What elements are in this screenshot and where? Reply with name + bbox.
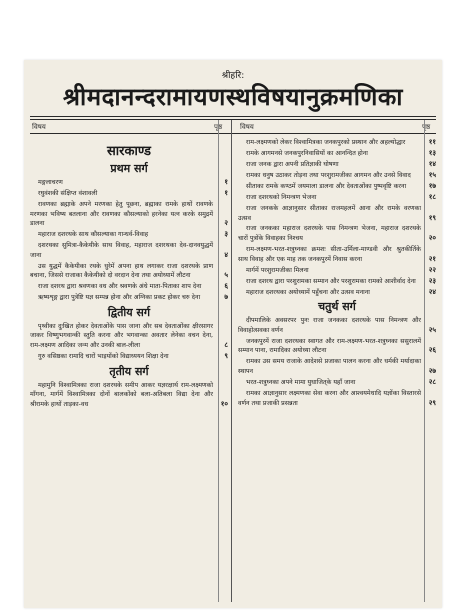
toc-entry-page: २४ — [428, 287, 436, 296]
toc-entry-text: उस युद्धमें कैकेयीका रथके धुरेमें अपना हाथ लगाकर राजा दशरथके प्राण बचाना, जिससे राजाका कैकेयीको दो वरदान देना तथा अयोध्यामें लौटना — [30, 262, 213, 280]
toc-entry-text: रामके आगमनसे जनकपुरनिवासियों का आनन्दित होना — [246, 149, 368, 157]
toc-entry-text: राम-लक्ष्मणको लेकर विश्वामित्रका जनकपुरको प्रस्थान और अहल्योद्धार — [246, 139, 406, 146]
toc-entry-text: रामका आज्ञानुसार लक्ष्मणका सेवा करना और आश्वयमेधादि यज्ञोंका विस्तारसे वर्णन तथा प्रजाकी प्रसन्नता — [238, 389, 421, 407]
toc-entry — [30, 322, 228, 351]
toc-entry-page: २७ — [428, 366, 436, 375]
toc-entry-page: २८ — [428, 377, 436, 386]
toc-entry-page: ८ — [224, 341, 228, 350]
toc-entry-text: राजा दशरथ द्वारा परशुरामका सम्मान और परशुरामका रामको आशीर्वाद देना — [246, 277, 416, 285]
toc-entry-text: दशरथका सुमित्रा-कैकेयीके साथ विवाह, महाराज दशरथका देव-दानवयुद्धमें जाना — [30, 242, 213, 259]
toc-entry-text: महाराज दशरथके साथ कौसल्याका गान्धर्व-विवाह — [38, 231, 149, 239]
toc-entry-text: राजा जनक द्वारा अपनी प्रतिज्ञाकी घोषणा — [246, 160, 339, 168]
page-header-left: पृष्ठ — [214, 123, 223, 131]
toc-entry-text: राजा जनकके आज्ञानुसार सीताका राजमहलमें आना और रामके वरणका उत्सव — [238, 204, 421, 222]
sarga-heading: चतुर्थ सर्ग — [318, 300, 356, 314]
toc-entry-page: १४ — [428, 159, 436, 168]
toc-entry-text: भरत-शत्रुघ्नका अपने मामा युधाजित्‌के यहाँ जाना — [246, 378, 356, 386]
toc-entry — [238, 204, 436, 223]
kanda-heading: सारकाण्ड — [107, 144, 151, 159]
toc-entry-page: २२ — [428, 265, 436, 274]
toc-entry — [238, 224, 436, 243]
toc-entry-page: १७ — [428, 181, 436, 190]
toc-entry-page: ४ — [224, 250, 228, 259]
toc-entry — [30, 178, 228, 188]
toc-entry-text: रामका उस समय राजाके आदेशसे प्रजाका पालन करना और धर्मकी मर्यादाका स्थापन — [238, 358, 421, 375]
toc-entry-page: ५ — [224, 271, 228, 280]
toc-entry — [238, 171, 436, 181]
column-divider — [231, 120, 232, 602]
toc-entry-text: पृथ्वीका दुःखित होकर देवताओंके पास जाना और सब देवताओंका क्षीरसागर जाकर विष्णुभगवान्की स्तुति करना और भगवान्का अवतार लेनेका वचन देना, राम-लक्ष्मण आदिका जन्म और उनकी बाल-लीला — [30, 322, 213, 350]
toc-entry-text: जनकपुरमें राजा दशरथका स्वागत और राम-लक्ष्मण-भरत-शत्रुघ्नका ससुरालमें सम्मान पाना, रामादिका अयोध्या लौटना — [238, 337, 421, 355]
toc-right-column — [238, 138, 436, 602]
toc-entry-page: २० — [428, 234, 436, 243]
toc-entry-text: दीपमालिके अवसरपर पुनः राजा जनकका दशरथके पास निमन्त्रण और विवाहोत्सवका वर्णन — [238, 317, 421, 334]
toc-entry-text: रामका धनुष उठाकर तोड़ना तथा परशुरामजीका आगमन और उनसे विवाद — [246, 171, 411, 179]
toc-entry-page: १ — [224, 188, 228, 197]
toc-entry-page: १८ — [428, 192, 436, 201]
toc-entry — [238, 193, 436, 203]
toc-entry — [238, 316, 436, 335]
toc-entry-page: २१ — [428, 254, 436, 263]
toc-entry-page: ६ — [224, 282, 228, 291]
toc-entry-text: सीताका रामके कण्ठमें जयमाला डालना और देवताओंका पुष्पवृष्टि करना — [246, 182, 407, 190]
toc-entry — [30, 352, 228, 362]
invocation-label: श्रीहरि: — [221, 71, 245, 81]
toc-entry-page: १३ — [428, 148, 436, 157]
toc-entry-text: मार्गमें परशुरामजीका मिलना — [246, 266, 309, 274]
toc-entry-text: राजा दशरथ द्वारा श्रवणका वध और श्रवणके अंधे माता-पिताका शाप देना — [38, 283, 202, 291]
page-header-right: पृष्ठ — [422, 123, 431, 131]
subject-header-left: विषय — [32, 123, 46, 131]
toc-entry — [238, 337, 436, 356]
toc-entry-text: महाराज दशरथका अयोध्यामें पहुँचना और उत्सव मनाना — [246, 288, 370, 296]
title-rule-bottom — [30, 119, 436, 120]
toc-entry-page: २३ — [428, 276, 436, 285]
toc-entry-page: २६ — [428, 346, 436, 355]
toc-entry-text: राम-लक्ष्मण-भरत-शत्रुघ्नका क्रमशः सीता-उर्मिला-माण्डवी और श्रुतकीर्तिके साथ विवाह और एक माह तक जनकपुरमें निवास करना — [238, 246, 421, 263]
toc-entry-page: ७ — [224, 293, 228, 302]
sarga-heading: द्वितीय सर्ग — [107, 305, 151, 319]
toc-entry — [30, 381, 228, 410]
toc-entry-text: मङ्गलाचरण — [38, 179, 63, 186]
toc-entry — [238, 378, 436, 388]
toc-entry — [30, 293, 228, 303]
toc-entry — [30, 262, 228, 281]
toc-entry-text: गुरु वसिष्ठका रामादि चारों भाइयोंको विद्याध्ययन शिक्षा देना — [38, 353, 169, 361]
toc-entry-page: १० — [220, 399, 228, 408]
toc-entry — [238, 160, 436, 170]
toc-entry-page: १९ — [428, 213, 436, 222]
toc-entry-text: राजा जनकका महाराज दशरथके पास निमन्त्रण भेजना, महाराज दशरथके चारों पुत्रोंके विवाहका निश्चय — [238, 225, 421, 243]
toc-entry-text: राजा दशरथको निमन्त्रण भेजना — [246, 193, 317, 201]
toc-entry — [238, 277, 436, 287]
toc-entry — [238, 389, 436, 408]
toc-entry — [238, 138, 436, 148]
toc-entry-page: २ — [224, 219, 228, 228]
sarga-heading: प्रथम सर्ग — [110, 162, 148, 175]
toc-entry-text: ऋष्यशृङ्ग द्वारा पुत्रेष्टि यज्ञ सम्पन्न होना और अग्निका प्रकट होकर चरु देना — [38, 294, 201, 302]
title-rule-top — [30, 116, 436, 117]
toc-entry-page: ३ — [224, 230, 228, 239]
toc-entry-page: १५ — [428, 170, 436, 179]
subject-header-right: विषय — [240, 123, 254, 131]
toc-entry-page: १ — [224, 178, 228, 186]
header-rule — [30, 133, 436, 134]
toc-entry — [238, 182, 436, 192]
toc-entry-text: रघुवंशकी संक्षिप्त वंशावली — [38, 189, 98, 197]
toc-entry-text: रावणका ब्रह्माके अपने मरणका हेतु पूछना, ब्रह्माका रामके हाथों रावणके मरणका भविष्य बतलाना और रावणका कौसल्याको हरनेका यत्न करके समुद्रमें डालना — [30, 200, 213, 228]
toc-left-column — [30, 138, 228, 602]
toc-entry-page: २९ — [428, 398, 436, 407]
toc-entry-text: महामुनि विश्वामित्रका राजा दशरथके समीप आकर यज्ञरक्षार्थ राम-लक्ष्मणको माँगना, मार्गमें विश्वामित्रका दोनों बालकोंको बला-अतिबला विद्या देना और श्रीरामके हाथों ताड़का-वध — [30, 381, 213, 408]
toc-entry — [30, 241, 228, 260]
toc-entry-page: २५ — [428, 325, 436, 334]
sarga-heading: तृतीय सर्ग — [109, 364, 149, 378]
toc-entry — [238, 149, 436, 159]
toc-entry-page: ११ — [428, 138, 436, 146]
toc-entry — [30, 282, 228, 292]
toc-entry — [238, 288, 436, 298]
toc-entry — [238, 266, 436, 276]
toc-entry — [30, 189, 228, 199]
toc-entry-page: ९ — [224, 352, 228, 361]
toc-entry — [238, 245, 436, 264]
toc-entry — [30, 230, 228, 240]
document-page — [24, 60, 442, 608]
toc-entry — [238, 357, 436, 376]
toc-entry — [30, 200, 228, 229]
page-title: श्रीमदानन्दरामायणस्थविषयानुक्रमणिका — [63, 83, 403, 111]
